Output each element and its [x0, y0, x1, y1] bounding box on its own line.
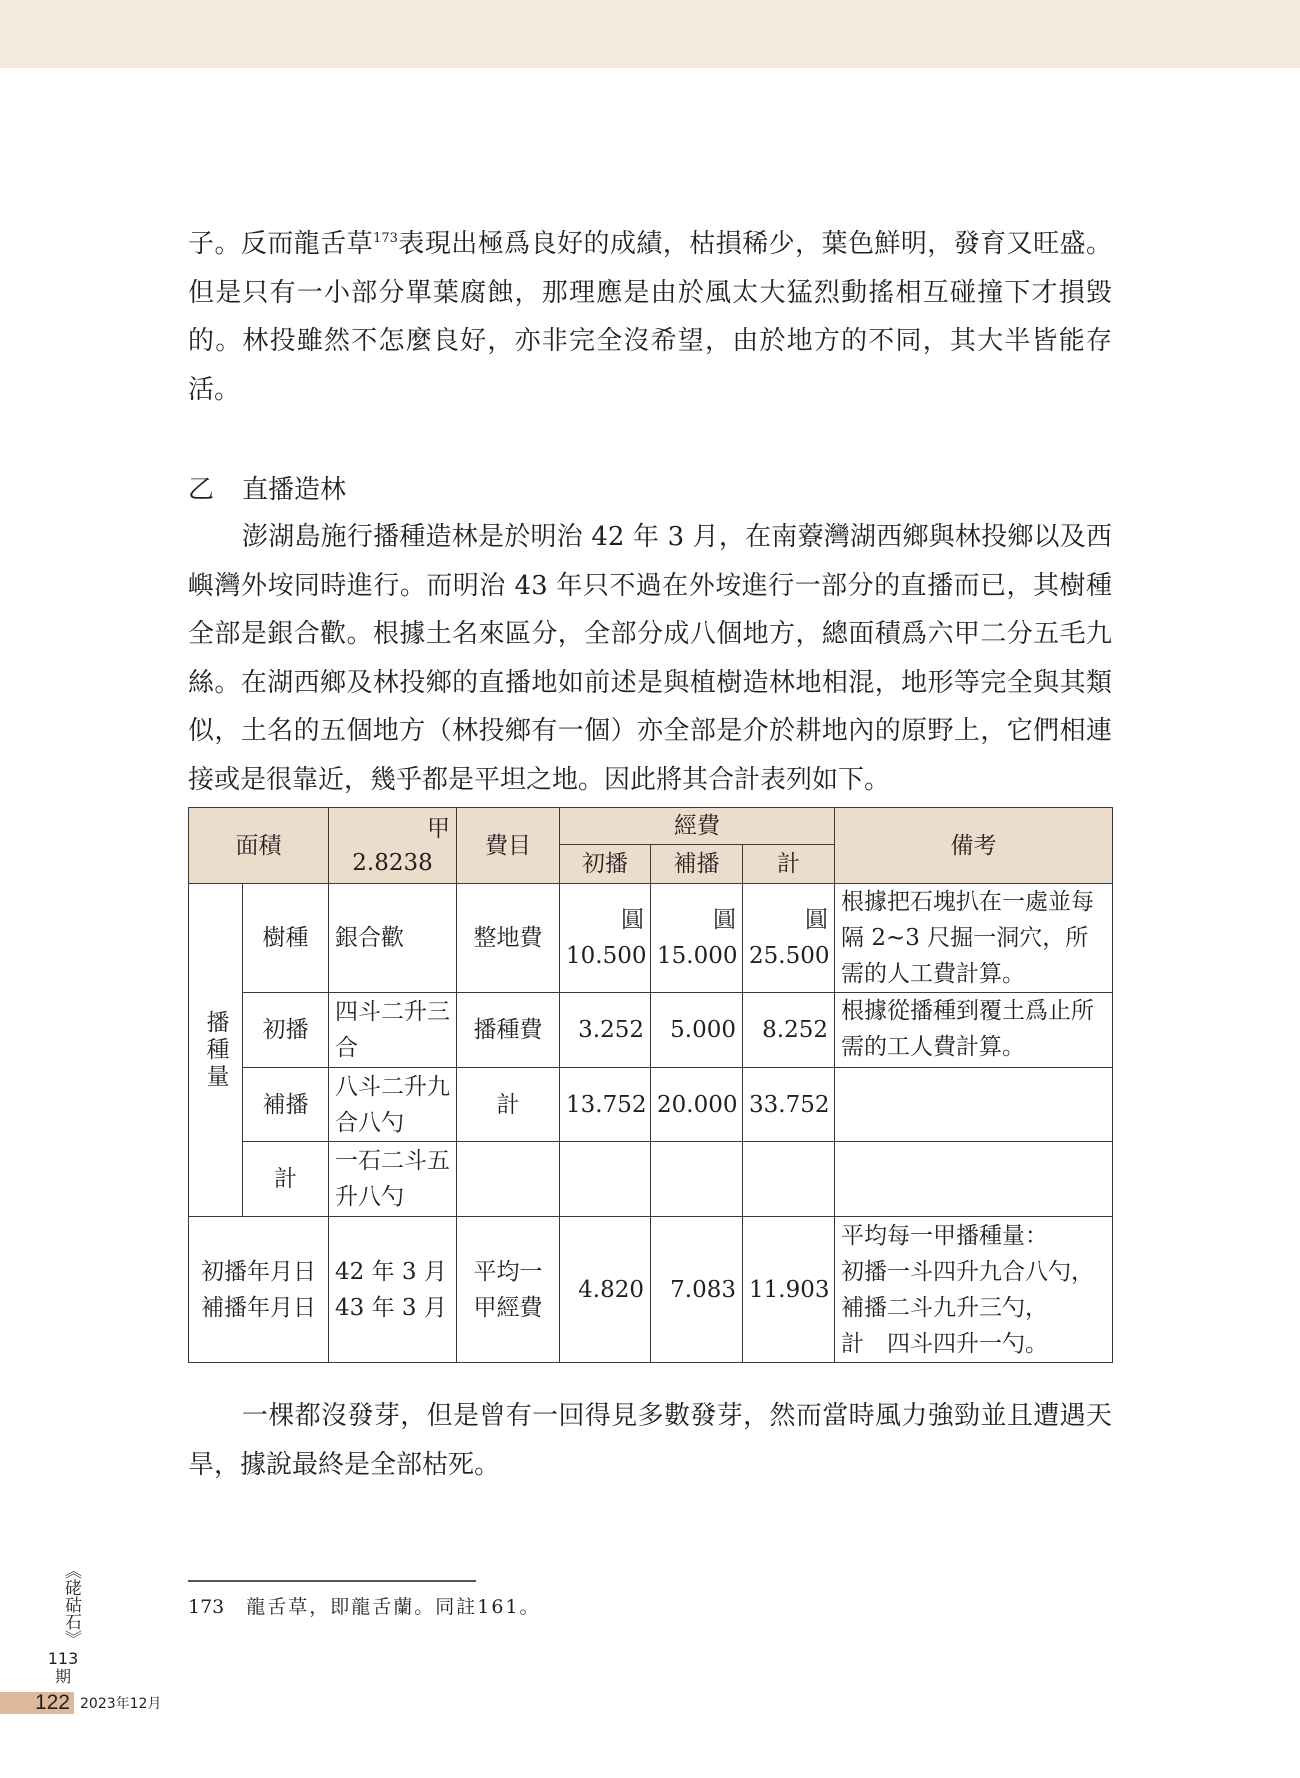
row-remarks [835, 1068, 1113, 1142]
seed-amount-label: 播種量 [189, 884, 243, 1217]
seeding-cost-table [188, 807, 1113, 1363]
avg-supplement: 7.083 [651, 1217, 743, 1363]
row-initial: 3.252 [560, 993, 651, 1068]
row-remarks: 根據把石塊扒在一處並每隔 2~3 尺掘一洞穴，所需的人工費計算。 [835, 884, 1113, 993]
paragraph-1 [188, 220, 1112, 414]
row-remarks: 根據從播種到覆土爲止所需的工人費計算。 [835, 993, 1113, 1068]
paragraph-3: 一棵都沒發芽，但是曾有一回得見多數發芽，然而當時風力強勁並且遭遇天旱，據說最終是全部枯死。 [188, 1401, 1112, 1480]
area-value: 2.8238 [352, 849, 433, 876]
initial-date-label: 初播年月日 [201, 1258, 316, 1285]
footnote-ref[interactable]: 173 [373, 231, 398, 246]
journal-name: 《硓𥑮石》 [61, 1562, 81, 1647]
date-values [329, 1217, 457, 1363]
avg-remarks [835, 1217, 1113, 1363]
row-supplement: 20.000 [651, 1068, 743, 1142]
supplement-date: 43 年 3 月 [335, 1294, 447, 1321]
page-number: 122 [0, 1692, 74, 1714]
supplement-date-label: 補播年月日 [201, 1294, 316, 1321]
row-remarks [835, 1142, 1113, 1217]
row-supplement: 5.000 [651, 993, 743, 1068]
avg-initial: 4.820 [560, 1217, 651, 1363]
row-label: 樹種 [243, 884, 329, 993]
table-row [189, 884, 1113, 993]
row-label: 補播 [243, 1068, 329, 1142]
row-value: 銀合歡 [329, 884, 457, 993]
row-total: 8.252 [743, 993, 835, 1068]
remark-line: 補播二斗九升三勺， [841, 1294, 1049, 1321]
row-item: 計 [457, 1068, 560, 1142]
table-row [189, 1068, 1113, 1142]
area-unit: 甲 [427, 815, 450, 842]
row-value: 八斗二升九合八勺 [329, 1068, 457, 1142]
remark-line: 平均每一甲播種量： [841, 1222, 1049, 1249]
header-cost: 經費 [560, 808, 835, 845]
header-area: 面積 [189, 808, 329, 884]
row-initial [560, 1142, 651, 1217]
row-label: 初播 [243, 993, 329, 1068]
avg-cost-label: 平均一甲經費 [457, 1217, 560, 1363]
row-supplement [651, 1142, 743, 1217]
row-item [457, 1142, 560, 1217]
header-total: 計 [743, 845, 835, 884]
unit: 圓 [713, 907, 736, 933]
table-row [189, 993, 1113, 1068]
remark-line: 初播一斗四升九合八勺， [841, 1258, 1095, 1285]
unit: 圓 [805, 907, 829, 933]
date-labels [189, 1217, 329, 1363]
row-label: 計 [243, 1142, 329, 1217]
row-item: 播種費 [457, 993, 560, 1068]
initial-date: 42 年 3 月 [335, 1258, 447, 1285]
remark-line: 計 四斗四升一勺。 [841, 1330, 1049, 1357]
section-number: 乙 [188, 475, 215, 505]
row-initial [560, 884, 651, 993]
paragraph-text: 子。反而龍舌草 [188, 229, 374, 259]
row-value: 一石二斗五升八勺 [329, 1142, 457, 1217]
row-initial: 13.752 [560, 1068, 651, 1142]
issue-label [46, 1650, 80, 1686]
value: 15.000 [657, 943, 738, 969]
row-supplement [651, 884, 743, 993]
footnote [188, 1590, 541, 1624]
row-total [743, 1142, 835, 1217]
table-row-dates [189, 1217, 1113, 1363]
footnote-text: 龍舌草，即龍舌蘭。同註161。 [246, 1596, 541, 1618]
header-area-value [329, 808, 457, 884]
publication-date: 2023年12月 [80, 1696, 162, 1712]
value: 25.500 [749, 943, 830, 969]
section-title: 直播造林 [242, 475, 347, 505]
issue-number: 113 [47, 1649, 79, 1668]
unit: 圓 [621, 907, 644, 933]
avg-total: 11.903 [743, 1217, 835, 1363]
header-remarks: 備考 [835, 808, 1113, 884]
footnote-divider [188, 1580, 476, 1582]
header-supplement: 補播 [651, 845, 743, 884]
top-header-band [0, 0, 1300, 68]
row-total: 33.752 [743, 1068, 835, 1142]
row-value: 四斗二升三合 [329, 993, 457, 1068]
row-item: 整地費 [457, 884, 560, 993]
issue-suffix: 期 [54, 1667, 71, 1686]
value: 10.500 [566, 943, 647, 969]
paragraph-2: 澎湖島施行播種造林是於明治 42 年 3 月，在南藔灣湖西鄉與林投鄉以及西嶼灣外垵同時進行。而明治 43 年只不過在外垵進行一部分的直播而已，其樹種全部是銀合歡。根據土名來區分，全部分成八個地方，總面積爲六甲二分五毛九絲。在湖西鄉及林投鄉的直播地如前述是與植樹造林地相混，地形等完全與其類似，土名的五個地方（林投鄉有一個）亦全部是介於耕地內的原野上，它們相連接或是很靠近，幾乎都是平坦之地。因此將其合計表列如下。 [188, 522, 1112, 795]
row-total [743, 884, 835, 993]
table-row [189, 1142, 1113, 1217]
paragraph-text: 表現出極爲良好的成績，枯損稀少，葉色鮮明，發育又旺盛。但是只有一小部分單葉腐蝕，那理應是由於風太大猛烈動搖相互碰撞下才損毀的。林投雖然不怎麼良好，亦非完全沒希望，由於地方的不同，其大半皆能存活。 [188, 229, 1112, 405]
header-initial: 初播 [560, 845, 651, 884]
footnote-number: 173 [188, 1596, 225, 1618]
section-heading [188, 468, 374, 512]
header-item: 費目 [457, 808, 560, 884]
